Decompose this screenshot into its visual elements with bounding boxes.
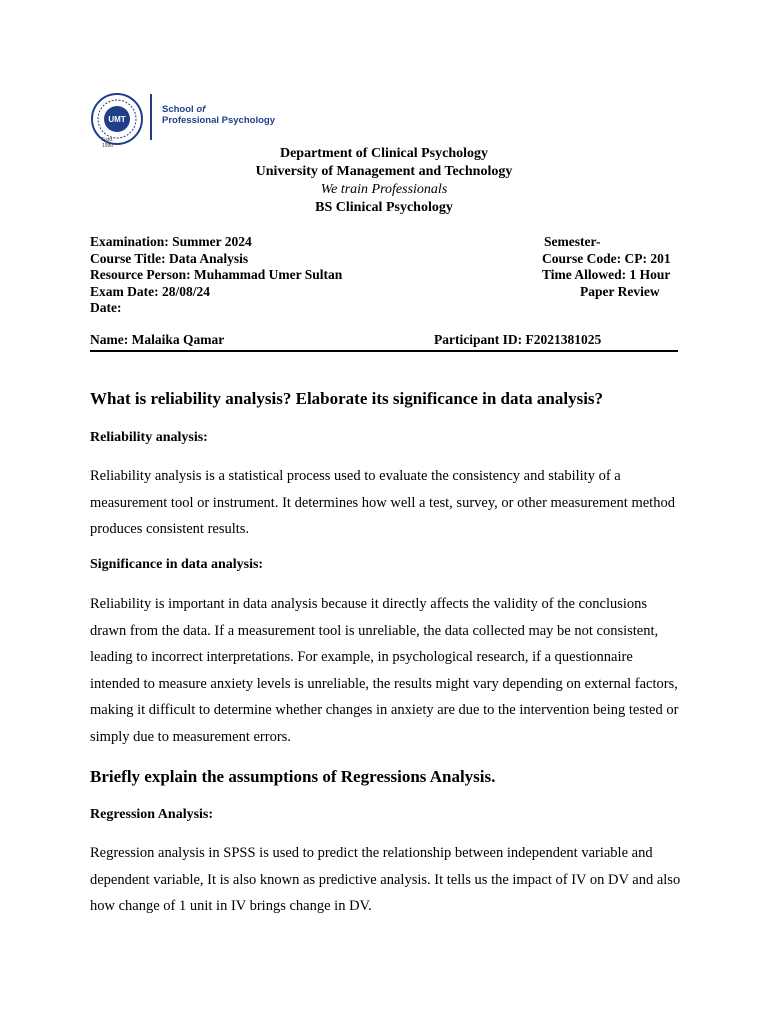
regression-paragraph: Regression analysis in SPSS is used to predict the relationship between independent variable and dependent variable, It is also known as predictive analysis. It tells us the impact of IV on DV and also how change of 1 unit in IV brings change in DV. <box>90 845 681 915</box>
student-name: Name: Malaika Qamar <box>90 332 225 347</box>
question-1: What is reliability analysis? Elaborate its significance in data analysis? <box>90 389 604 408</box>
significance-paragraph: Reliability is important in data analysis because it directly affects the validity of the conclusions drawn from the data. If a measurement tool is unreliable, the data collected may be not consistent, leading to incorrect interpretations. For example, in psychological research, if a questionnaire intended to measure anxiety levels is unreliable, the results might vary depending on external factors, making it difficult to determine whether changes in anxiety are due to the intervention being tested or simply due to measurement errors. <box>90 596 679 745</box>
school-word: School <box>162 104 197 115</box>
reliability-heading: Reliability analysis: <box>90 430 208 445</box>
university-title: University of Management and Technology <box>255 164 513 179</box>
date-label: Date: <box>90 300 122 315</box>
school-name <box>162 104 275 126</box>
school-line2: Professional Psychology <box>162 115 275 126</box>
seal-text: UMT <box>108 115 126 124</box>
regression-heading: Regression Analysis: <box>90 807 214 822</box>
semester: Semester- <box>544 234 601 249</box>
reliability-paragraph: Reliability analysis is a statistical process used to evaluate the consistency and stability of a measurement tool or instrument. It determines how well a test, survey, or other measurement method produces consistent results. <box>90 468 675 538</box>
course-code: Course Code: CP: 201 <box>542 250 671 266</box>
time-allowed: Time Allowed: 1 Hour <box>542 267 671 282</box>
participant-id: Participant ID: F2021381025 <box>434 332 602 347</box>
examination: Examination: Summer 2024 <box>90 234 252 249</box>
paper-type: Paper Review <box>580 283 660 299</box>
university-seal-icon <box>90 92 144 146</box>
resource-person: Resource Person: Muhammad Umer Sultan <box>90 267 343 282</box>
motto: We train Professionals <box>320 182 448 197</box>
question-2: Briefly explain the assumptions of Regressions Analysis. <box>90 767 496 786</box>
logo-divider <box>150 94 152 140</box>
significance-heading: Significance in data analysis: <box>90 557 264 572</box>
established-text: Estd. 1990 <box>102 137 114 149</box>
exam-info-left <box>90 234 342 317</box>
program-title: BS Clinical Psychology <box>315 200 453 215</box>
department-title: Department of Clinical Psychology <box>279 146 489 161</box>
exam-date: Exam Date: 28/08/24 <box>90 283 210 299</box>
of-word: of <box>196 104 206 115</box>
course-title: Course Title: Data Analysis <box>90 250 249 266</box>
header-divider <box>90 350 678 352</box>
